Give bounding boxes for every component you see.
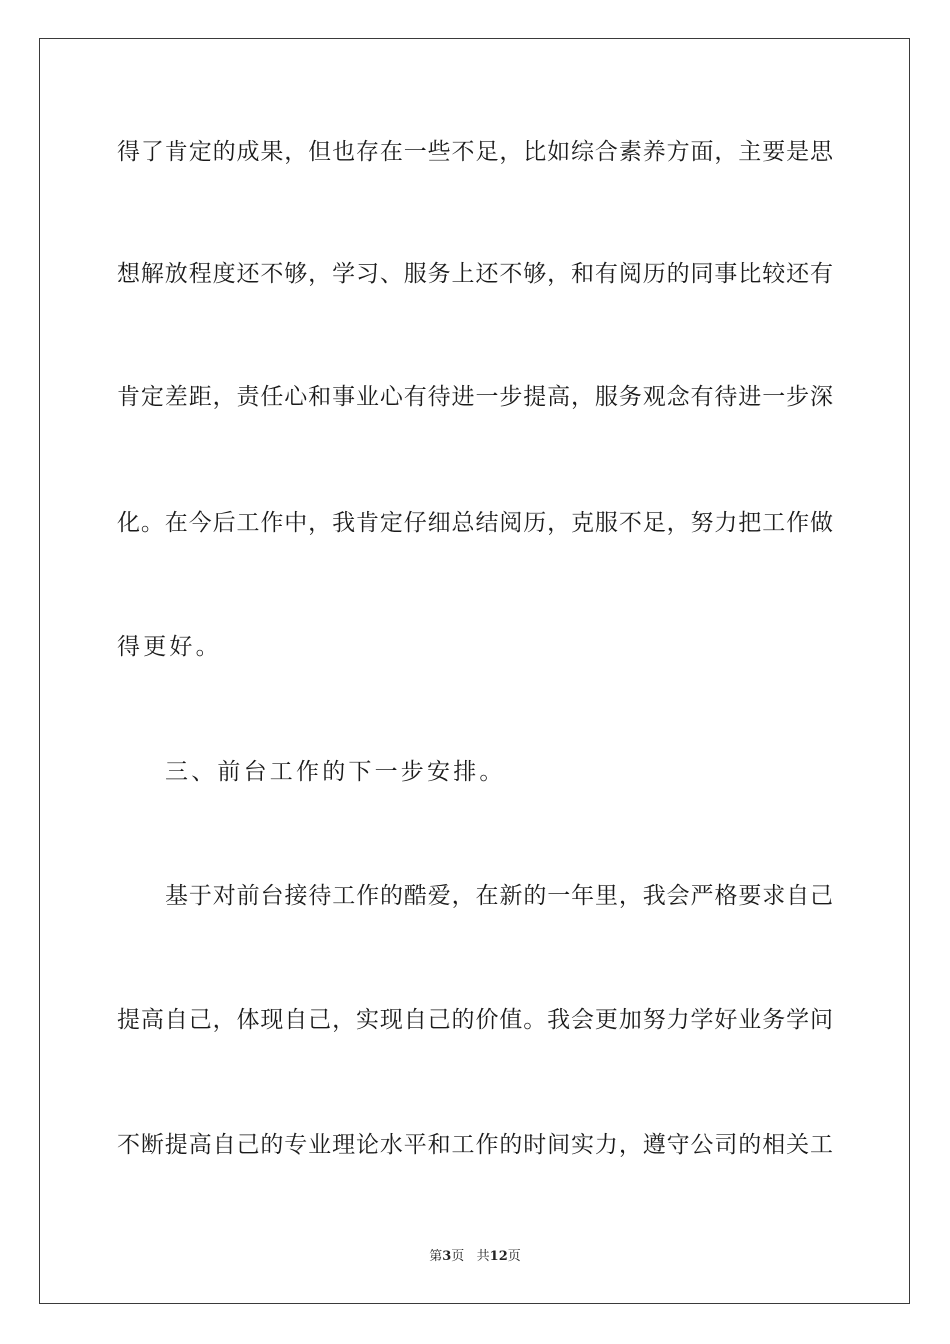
body-text-line-2: 想解放程度还不够，学习、服务上还不够，和有阅历的同事比较还有 — [117, 261, 833, 287]
page-footer — [0, 1248, 950, 1266]
body-text-line-3: 肯定差距，责任心和事业心有待进一步提高，服务观念有待进一步深 — [117, 384, 833, 410]
body-text-line-7: 提高自己，体现自己，实现自己的价值。我会更加努力学好业务学问 — [117, 1007, 833, 1033]
footer-total-pages: 12 — [489, 1249, 508, 1264]
footer-page-suffix: 页 — [507, 1249, 521, 1264]
body-text-line-5: 得更好。 — [117, 634, 222, 660]
page-border — [39, 38, 910, 1304]
footer-page-prefix: 第 — [429, 1249, 443, 1264]
section-heading: 三、前台工作的下一步安排。 — [165, 759, 506, 785]
body-text-line-1: 得了肯定的成果，但也存在一些不足，比如综合素养方面，主要是思 — [117, 139, 833, 165]
footer-current-page: 3 — [442, 1249, 452, 1264]
footer-page-mid: 页 共 — [451, 1249, 490, 1264]
body-text-line-4: 化。在今后工作中，我肯定仔细总结阅历，克服不足，努力把工作做 — [117, 510, 833, 536]
body-text-line-6: 基于对前台接待工作的酷爱，在新的一年里，我会严格要求自己 — [165, 883, 833, 909]
body-text-line-8: 不断提高自己的专业理论水平和工作的时间实力，遵守公司的相关工 — [117, 1132, 833, 1158]
